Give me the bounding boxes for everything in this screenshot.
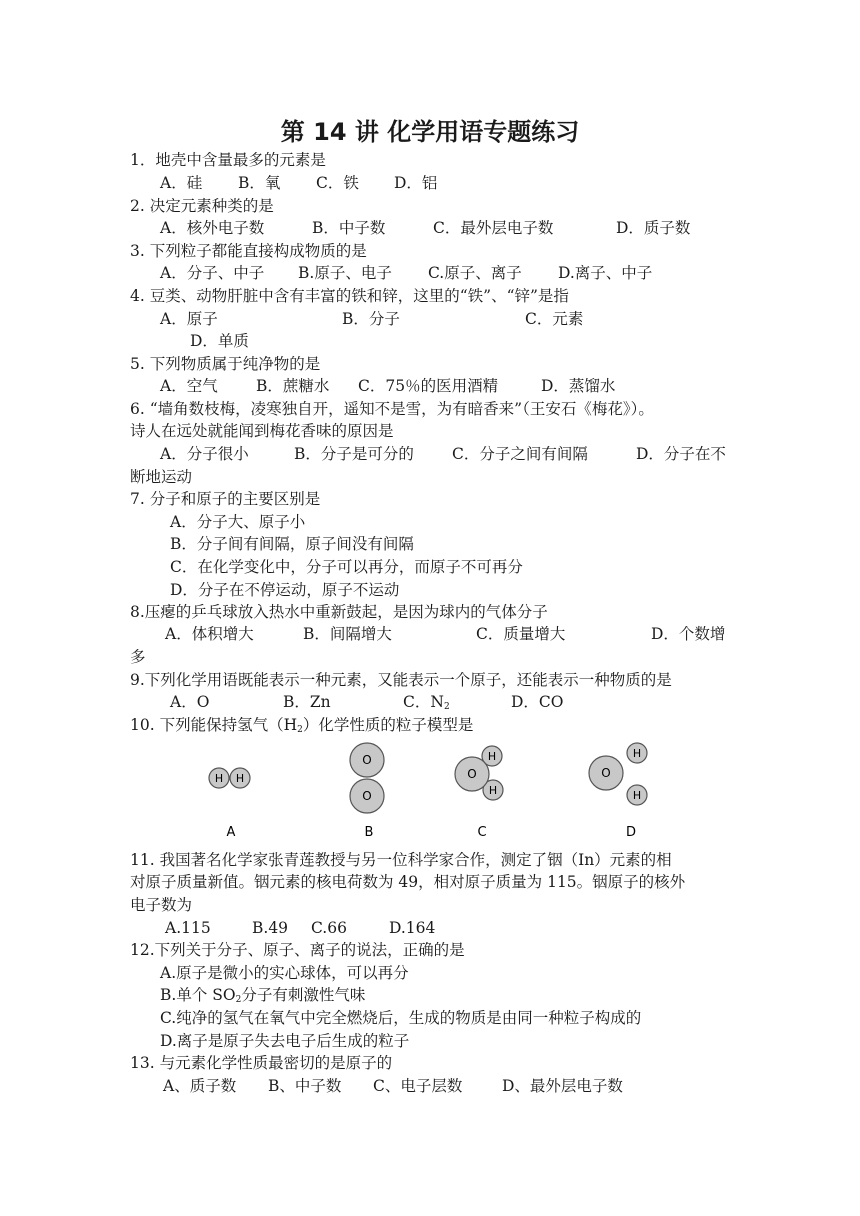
option: D．单质	[190, 332, 249, 350]
option: B．氧	[238, 174, 281, 192]
figure-label: B	[364, 825, 374, 840]
atom-label: H	[632, 747, 642, 760]
option: D．CO	[511, 693, 564, 711]
atom-label: O	[362, 789, 372, 803]
atom-label: H	[214, 772, 224, 785]
option: C．分子之间有间隔	[452, 445, 588, 463]
atom-label: H	[235, 772, 245, 785]
option: B.原子、电子	[298, 264, 392, 282]
option: D．个数增	[651, 625, 726, 643]
question-stem: 9.下列化学用语既能表示一种元素，又能表示一个原子，还能表示一种物质的是	[130, 671, 672, 689]
atom-label: H	[487, 750, 497, 763]
question-stem: 10. 下列能保持氢气$(H_2)$化学性质的粒子模型是	[130, 716, 474, 735]
option: A．原子	[160, 310, 218, 328]
option: D．质子数	[616, 219, 691, 237]
option: D.离子、中子	[558, 264, 653, 282]
question-stem: 7. 分子和原子的主要区别是	[130, 490, 321, 508]
model-a-h2-molecule	[209, 768, 250, 788]
option: D、最外层电子数	[502, 1077, 623, 1095]
option: B．分子	[342, 310, 400, 328]
model-d-separate-atoms	[589, 743, 647, 805]
option: D．分子在不	[636, 445, 726, 463]
question-stem: 1．地壳中含量最多的元素是	[130, 151, 326, 169]
atom-label: H	[488, 784, 498, 797]
option: C．$N_2$	[403, 693, 450, 712]
question-stem: 对原子质量新值。铟元素的核电荷数为 49，相对原子质量为 115。铟原子的核外	[130, 873, 686, 891]
atom-label: O	[601, 766, 611, 780]
option: A．O	[170, 693, 210, 711]
question-stem: 2. 决定元素种类的是	[130, 197, 274, 215]
question-stem: 13. 与元素化学性质最密切的是原子的	[130, 1054, 393, 1072]
option: C．在化学变化中，分子可以再分，而原子不可再分	[170, 558, 523, 576]
option: D．分子在不停运动，原子不运动	[170, 581, 400, 599]
option: A．分子很小	[160, 445, 249, 463]
model-b-o2-molecule	[350, 743, 384, 813]
option: D.离子是原子失去电子后生成的粒子	[160, 1032, 410, 1050]
question-stem: 6. “墙角数枝梅，凌寒独自开，遥知不是雪，为有暗香来”（王安石《梅花》）。	[130, 400, 654, 418]
model-c-h2o-molecule	[455, 746, 503, 800]
option: A．体积增大	[165, 625, 254, 643]
question-stem: 电子数为	[130, 896, 193, 914]
atom-label: O	[362, 753, 372, 767]
option: C．最外层电子数	[433, 219, 554, 237]
atom-label: H	[632, 789, 642, 802]
atom-label: O	[467, 767, 477, 781]
option: B．Zn	[283, 693, 331, 711]
option: C．元素	[525, 310, 584, 328]
option: B．间隔增大	[303, 625, 392, 643]
option: D．铝	[394, 174, 438, 192]
question-stem: 诗人在远处就能闻到梅花香味的原因是	[130, 422, 394, 440]
option-wrap: 断地运动	[130, 468, 193, 486]
option: A、质子数	[163, 1077, 237, 1095]
option: B.49	[252, 919, 289, 937]
option: C、电子层数	[373, 1077, 463, 1095]
question-stem: 8.压瘪的乒乓球放入热水中重新鼓起，是因为球内的气体分子	[130, 603, 548, 621]
option: C.原子、离子	[428, 264, 522, 282]
option: C.纯净的氢气在氧气中完全燃烧后，生成的物质是由同一种粒子构成的	[160, 1009, 642, 1027]
option: A.115	[165, 919, 211, 937]
option: C．质量增大	[476, 625, 566, 643]
option: B．分子是可分的	[294, 445, 414, 463]
option: B．中子数	[312, 219, 386, 237]
question-stem: 3. 下列粒子都能直接构成物质的是	[130, 242, 367, 260]
option: C．75％的医用酒精	[358, 377, 499, 395]
question-stem: 5. 下列物质属于纯净物的是	[130, 355, 321, 373]
option: D.164	[389, 919, 436, 937]
option: B．分子间有间隔，原子间没有间隔	[170, 535, 414, 553]
option: D．蒸馏水	[541, 377, 616, 395]
option: A．分子大、原子小	[170, 513, 306, 531]
option-wrap: 多	[130, 648, 146, 666]
question-stem: 12.下列关于分子、原子、离子的说法，正确的是	[130, 941, 465, 959]
molecule-models-figure	[190, 740, 670, 844]
option: B.单个 $SO_2$分子有刺激性气味	[160, 986, 366, 1005]
figure-label: D	[625, 825, 637, 840]
option: B．蔗糖水	[256, 377, 330, 395]
figure-label: A	[226, 825, 236, 840]
page-title: 第 14 讲 化学用语专题练习	[280, 118, 580, 146]
figure-label: C	[477, 825, 487, 840]
option: A．空气	[160, 377, 218, 395]
question-stem: 4. 豆类、动物肝脏中含有丰富的铁和锌，这里的“铁”、“锌”是指	[130, 287, 569, 305]
option: A．硅	[160, 174, 203, 192]
option: A．核外电子数	[160, 219, 265, 237]
option: C.66	[311, 919, 347, 937]
option: A．分子、中子	[160, 264, 265, 282]
question-stem: 11. 我国著名化学家张青莲教授与另一位科学家合作，测定了铟（In）元素的相	[130, 851, 672, 869]
option: B、中子数	[268, 1077, 342, 1095]
option: A.原子是微小的实心球体，可以再分	[160, 964, 409, 982]
option: C．铁	[316, 174, 359, 192]
